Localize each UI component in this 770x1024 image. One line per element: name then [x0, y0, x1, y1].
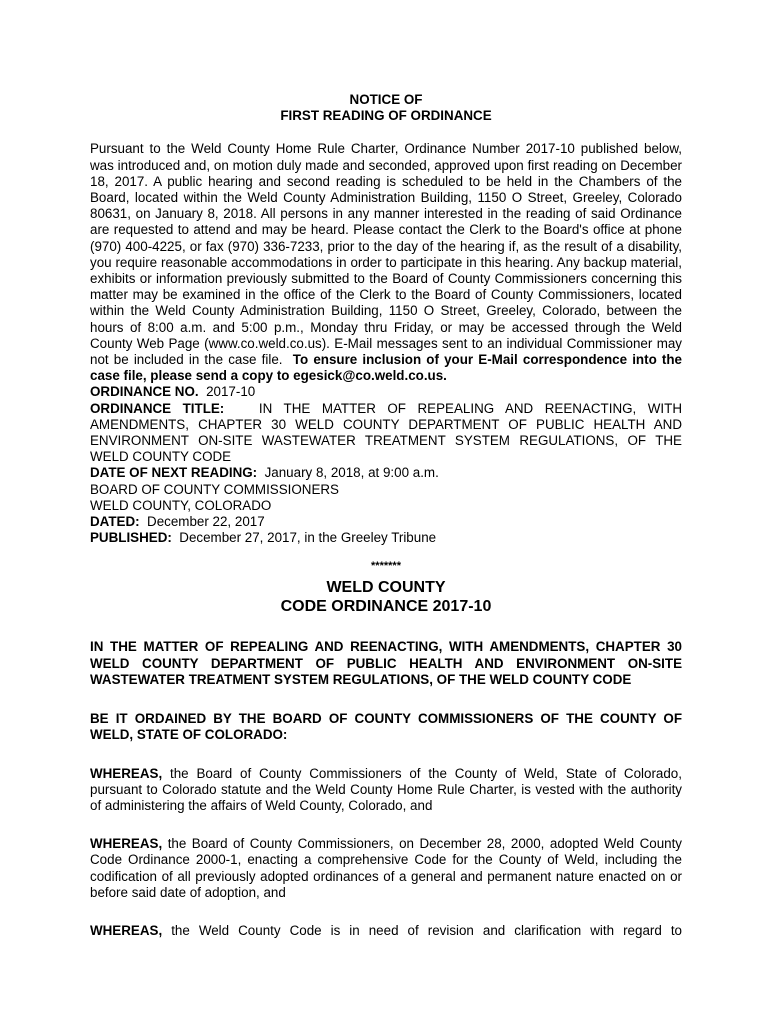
- notice-body: [90, 141, 682, 384]
- county-line: WELD COUNTY, COLORADO: [90, 497, 272, 513]
- whereas-paragraph-2: [90, 836, 682, 901]
- ordinance-title-label: ORDINANCE TITLE:: [90, 400, 225, 416]
- notice-body-text: Pursuant to the Weld County Home Rule Charter, Ordinance Number 2017-10 published below, was introduced and, on motion duly made and seconded, approved upon first reading on December 18, 2017. A public hearing and second reading is scheduled to be held in the Chambers of the Board, located within the Weld County Administration Building, 1150 O Street, Greeley, Colorado 80631, on January 8, 2018. All persons in any manner interested in the reading of said Ordinance are requested to attend and may be heard. Please contact the Clerk to the Board's office at phone (970) 400-4225, or fax (970) 336-7233, prior to the day of the hearing if, as the result of a disability, you require reasonable accommodations in order to participate in this hearing. Any backup material, exhibits or information previously submitted to the Board of County Commissioners concerning this matter may be examined in the office of the Clerk to the Board of County Commissioners, located within the Weld County Administration Building, 1150 O Street, Greeley, Colorado, between the hours of 8:00 a.m. and 5:00 p.m., Monday thru Friday, or may be accessed through the Weld County Web Page (www.co.weld.co.us). E-Mail messages sent to an individual Commissioner may not be included in the case file.: [90, 141, 682, 368]
- section-separator: *******: [371, 560, 401, 573]
- dated-label: DATED:: [90, 514, 140, 530]
- notice-heading-line2: FIRST READING OF ORDINANCE: [280, 108, 492, 124]
- notice-heading-line1: NOTICE OF: [349, 92, 423, 107]
- document-page: [90, 92, 682, 939]
- ordinance-number-label: ORDINANCE NO.: [90, 384, 199, 400]
- board-line: BOARD OF COUNTY COMMISSIONERS: [90, 481, 339, 497]
- ordinance-number-value: 2017-10: [206, 384, 256, 400]
- whereas-label: WHEREAS,: [90, 765, 163, 781]
- ordained-heading: BE IT ORDAINED BY THE BOARD OF COUNTY COMMISSIONERS OF THE COUNTY OF WELD, STATE OF COLORADO:: [90, 711, 682, 743]
- notice-heading: [90, 92, 682, 124]
- ordinance-title: [90, 578, 682, 616]
- dated-value: December 22, 2017: [147, 514, 265, 530]
- ordinance-title-value: IN THE MATTER OF REPEALING AND REENACTING, WITH AMENDMENTS, CHAPTER 30 WELD COUNTY DEPARTMENT OF PUBLIC HEALTH AND ENVIRONMENT ON-SITE WASTEWATER TREATMENT SYSTEM REGULATIONS, OF THE WELD COUNTY CODE: [90, 400, 682, 465]
- dated-line: [90, 514, 682, 530]
- ordinance-number-line: [90, 384, 682, 400]
- published-line: [90, 530, 682, 546]
- ordinance-title-block: [90, 401, 682, 466]
- whereas-paragraph-1: [90, 766, 682, 815]
- ordinance-title-line2: CODE ORDINANCE 2017-10: [280, 598, 492, 616]
- published-value: December 27, 2017, in the Greeley Tribune: [179, 530, 437, 546]
- whereas-text-1: the Board of County Commissioners of the County of Weld, State of Colorado, pursuant to Colorado statute and the Weld County Home Rule Charter, is vested with the authority of administering the affairs of Weld County, Colorado, and: [90, 765, 682, 813]
- whereas-text-2: the Board of County Commissioners, on December 28, 2000, adopted Weld County Code Ordinance 2000-1, enacting a comprehensive Code for the County of Weld, including the codification of all previously adopted ordinances of a general and permanent nature enacted on or before said date of adoption, and: [90, 836, 683, 900]
- next-reading-value: January 8, 2018, at 9:00 a.m.: [264, 465, 439, 481]
- whereas-label: WHEREAS,: [90, 836, 163, 852]
- next-reading-label: DATE OF NEXT READING:: [90, 465, 258, 481]
- next-reading-line: [90, 465, 682, 481]
- ordinance-title-line1: WELD COUNTY: [326, 579, 446, 597]
- matter-heading: IN THE MATTER OF REPEALING AND REENACTING, WITH AMENDMENTS, CHAPTER 30 WELD COUNTY DEPARTMENT OF PUBLIC HEALTH AND ENVIRONMENT ON-SITE WASTEWATER TREATMENT SYSTEM REGULATIONS, OF THE WELD COUNTY CODE: [90, 639, 682, 687]
- published-label: PUBLISHED:: [90, 530, 172, 546]
- notice-body-bold-text: To ensure inclusion of your E-Mail correspondence into the case file, please send a copy to egesick@co.weld.co.us.: [90, 352, 682, 384]
- whereas-paragraph-3: [90, 923, 682, 939]
- whereas-label: WHEREAS,: [90, 922, 163, 938]
- whereas-text-3: the Weld County Code is in need of revision and clarification with regard to: [171, 922, 682, 938]
